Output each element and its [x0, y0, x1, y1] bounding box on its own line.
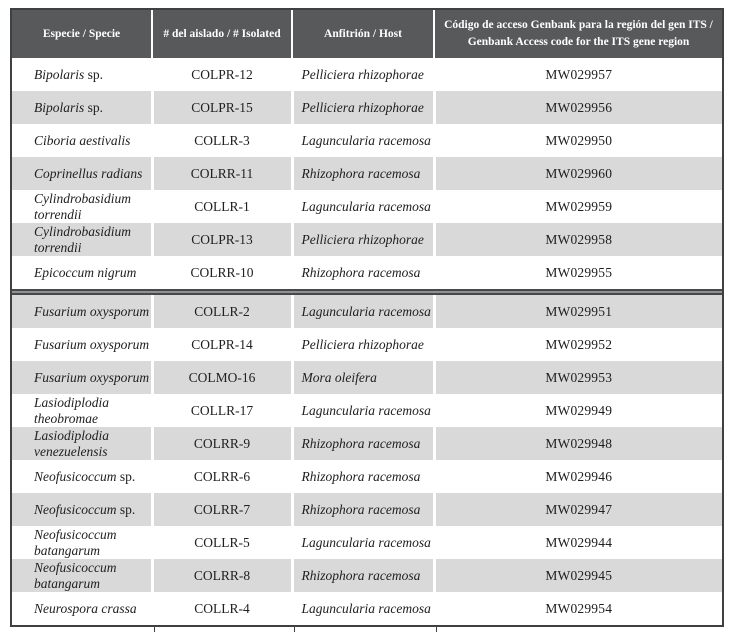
host-cell: Rhizophora racemosa: [292, 493, 434, 526]
genbank-code-cell: MW029945: [434, 559, 722, 592]
isolate-cell: COLRR-10: [152, 256, 292, 289]
isolate-cell: COLLR-4: [152, 592, 292, 625]
isolate-cell: COLPR-15: [152, 91, 292, 124]
table-row: [12, 58, 722, 91]
col-header-isolate: [152, 10, 292, 58]
col-header-genbank-line2: Genbank Access code for the ITS gene region: [467, 36, 690, 48]
host-cell: Laguncularia racemosa: [292, 526, 434, 559]
genbank-code-cell: MW029957: [434, 58, 722, 91]
species-name: Cylindrobasidium torrendii: [34, 223, 132, 255]
species-name: Lasiodiplodia theobromae: [34, 394, 110, 426]
species-suffix: sp.: [119, 501, 136, 517]
species-name: Bipolaris: [34, 99, 85, 115]
isolate-cell: COLRR-6: [152, 460, 292, 493]
species-cell: [12, 256, 152, 289]
isolate-cell: COLLR-17: [152, 394, 292, 427]
table-row: [12, 394, 722, 427]
species-name: Fusarium oxysporum: [34, 369, 150, 385]
host-cell: Laguncularia racemosa: [292, 592, 434, 625]
table-row: [12, 493, 722, 526]
species-name: Neurospora crassa: [34, 600, 137, 616]
col-header-genbank: [434, 10, 722, 58]
genbank-code-cell: MW029958: [434, 223, 722, 256]
table-row: [12, 559, 722, 592]
species-cell: [12, 190, 152, 223]
isolate-cell: COLRR-7: [152, 493, 292, 526]
col-header-host: [292, 10, 434, 58]
species-cell: [12, 427, 152, 460]
species-cell: [12, 328, 152, 361]
species-name: Fusarium oxysporum: [34, 303, 150, 319]
species-name: Cylindrobasidium torrendii: [34, 190, 132, 222]
table-row: [12, 157, 722, 190]
table-row: [12, 124, 722, 157]
isolate-cell: COLPR-12: [152, 58, 292, 91]
species-name: Neofusicoccum: [34, 468, 117, 484]
genbank-isolates-table: [10, 8, 724, 627]
species-cell: [12, 526, 152, 559]
table: [12, 10, 722, 625]
species-name: Ciboria aestivalis: [34, 132, 131, 148]
column-divider-tick: [154, 627, 155, 632]
species-name: Neofusicoccum: [34, 501, 117, 517]
host-cell: Rhizophora racemosa: [292, 460, 434, 493]
genbank-code-cell: MW029946: [434, 460, 722, 493]
species-cell: [12, 592, 152, 625]
species-cell: [12, 361, 152, 394]
genbank-code-cell: MW029960: [434, 157, 722, 190]
host-cell: Mora oleifera: [292, 361, 434, 394]
col-header-species-label: Especie / Specie: [42, 27, 121, 40]
isolate-cell: COLRR-11: [152, 157, 292, 190]
table-row: [12, 526, 722, 559]
species-name: Neofusicoccum batangarum: [34, 526, 117, 558]
table-row: [12, 427, 722, 460]
host-cell: Laguncularia racemosa: [292, 124, 434, 157]
table-row: [12, 592, 722, 625]
host-cell: Rhizophora racemosa: [292, 157, 434, 190]
table-row: [12, 256, 722, 289]
species-name: Epicoccum nigrum: [34, 264, 137, 280]
species-suffix: sp.: [119, 468, 136, 484]
host-cell: Rhizophora racemosa: [292, 427, 434, 460]
table-row: [12, 223, 722, 256]
genbank-code-cell: MW029950: [434, 124, 722, 157]
species-name: Fusarium oxysporum: [34, 336, 150, 352]
table-row: [12, 190, 722, 223]
col-header-species: [12, 10, 152, 58]
genbank-code-cell: MW029949: [434, 394, 722, 427]
species-cell: [12, 295, 152, 328]
isolate-cell: COLMO-16: [152, 361, 292, 394]
isolate-cell: COLRR-8: [152, 559, 292, 592]
table-body: [12, 58, 722, 625]
genbank-code-cell: MW029951: [434, 295, 722, 328]
host-cell: Pelliciera rhizophorae: [292, 223, 434, 256]
isolate-cell: COLLR-1: [152, 190, 292, 223]
isolate-cell: COLPR-13: [152, 223, 292, 256]
host-cell: Rhizophora racemosa: [292, 256, 434, 289]
column-divider-tick: [436, 627, 437, 632]
host-cell: Laguncularia racemosa: [292, 295, 434, 328]
host-cell: Rhizophora racemosa: [292, 559, 434, 592]
col-header-host-label: Anfitrión / Host: [324, 27, 402, 40]
table-row: [12, 295, 722, 328]
isolate-cell: COLLR-5: [152, 526, 292, 559]
species-suffix: sp.: [87, 66, 104, 82]
table-row: [12, 361, 722, 394]
isolate-cell: COLLR-2: [152, 295, 292, 328]
species-cell: [12, 157, 152, 190]
species-cell: [12, 124, 152, 157]
species-name: Bipolaris: [34, 66, 85, 82]
species-suffix: sp.: [87, 99, 104, 115]
genbank-code-cell: MW029944: [434, 526, 722, 559]
col-header-isolate-label: # del aislado / # Isolated: [163, 27, 281, 40]
species-cell: [12, 223, 152, 256]
host-cell: Laguncularia racemosa: [292, 190, 434, 223]
table-row: [12, 328, 722, 361]
species-cell: [12, 58, 152, 91]
species-cell: [12, 493, 152, 526]
genbank-code-cell: MW029953: [434, 361, 722, 394]
host-cell: Pelliciera rhizophorae: [292, 58, 434, 91]
isolate-cell: COLPR-14: [152, 328, 292, 361]
header-row: [12, 10, 722, 58]
species-cell: [12, 394, 152, 427]
genbank-code-cell: MW029947: [434, 493, 722, 526]
species-name: Coprinellus radians: [34, 165, 143, 181]
genbank-code-cell: MW029954: [434, 592, 722, 625]
species-cell: [12, 559, 152, 592]
host-cell: Laguncularia racemosa: [292, 394, 434, 427]
table-row: [12, 460, 722, 493]
host-cell: Pelliciera rhizophorae: [292, 91, 434, 124]
genbank-code-cell: MW029959: [434, 190, 722, 223]
species-cell: [12, 91, 152, 124]
genbank-code-cell: MW029955: [434, 256, 722, 289]
isolate-cell: COLLR-3: [152, 124, 292, 157]
table-row: [12, 91, 722, 124]
genbank-code-cell: MW029952: [434, 328, 722, 361]
host-cell: Pelliciera rhizophorae: [292, 328, 434, 361]
species-cell: [12, 460, 152, 493]
species-name: Neofusicoccum batangarum: [34, 559, 117, 591]
column-divider-tick: [294, 627, 295, 632]
col-header-genbank-line1: Código de acceso Genbank para la región del gen ITS /: [444, 19, 713, 32]
species-name: Lasiodiplodia venezuelensis: [34, 427, 110, 459]
genbank-code-cell: MW029948: [434, 427, 722, 460]
genbank-code-cell: MW029956: [434, 91, 722, 124]
isolate-cell: COLRR-9: [152, 427, 292, 460]
